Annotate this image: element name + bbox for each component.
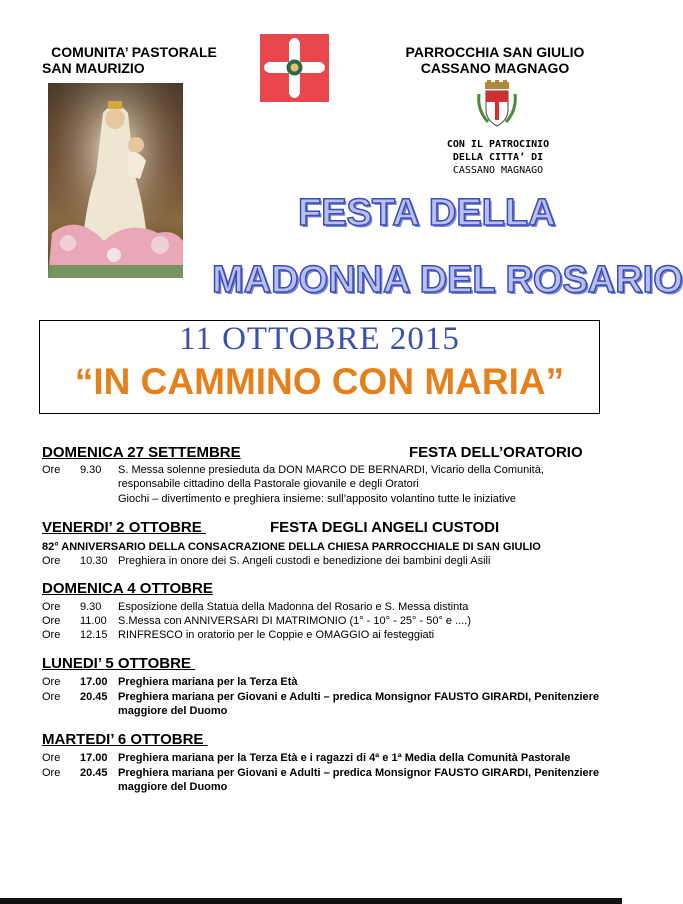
anniversary-note: 82° ANNIVERSARIO DELLA CONSACRAZIONE DELLA CHIESA PARROCCHIALE DI SAN GIULIO bbox=[42, 541, 541, 553]
event-date: 11 OTTOBRE 2015 bbox=[179, 321, 460, 357]
item-label: Ore bbox=[42, 555, 61, 567]
list-item bbox=[42, 766, 602, 796]
item-text: Preghiera mariana per Giovani e Adulti – predica Monsignor FAUSTO GIRARDI, Penitenziere maggiore del Duomo bbox=[118, 767, 600, 793]
item-text: S. Messa solenne presieduta da DON MARCO DE BERNARDI, Vicario della Comunità, responsabile cittadino della Pastorale giovanile e degli Oratori bbox=[118, 464, 544, 490]
bottom-edge bbox=[0, 898, 622, 904]
item-label: Ore bbox=[42, 676, 61, 688]
item-time: 10.30 bbox=[80, 555, 108, 567]
patronage-line2: DELLA CITTA’ DI bbox=[452, 152, 544, 163]
item-time: 20.45 bbox=[80, 767, 108, 779]
item-label: Ore bbox=[42, 629, 61, 641]
item-label: Ore bbox=[42, 691, 61, 703]
patronage-note bbox=[410, 138, 586, 177]
section-day-5: MARTEDI’ 6 OTTOBRE bbox=[42, 731, 208, 748]
item-text: RINFRESCO in oratorio per le Coppie e OMAGGIO ai festeggiati bbox=[118, 629, 435, 641]
item-text: Esposizione della Statua della Madonna del Rosario e S. Messa distinta bbox=[118, 601, 469, 613]
item-label: Ore bbox=[42, 752, 61, 764]
item-time: 17.00 bbox=[80, 752, 108, 764]
madonna-statue-photo bbox=[48, 83, 183, 278]
section-day-2: VENERDI’ 2 OTTOBRE bbox=[42, 519, 206, 536]
patronage-line1: CON IL PATROCINIO bbox=[446, 139, 550, 150]
list-item bbox=[42, 690, 602, 720]
community-line2: SAN MAURIZIO bbox=[42, 60, 145, 76]
item-text: S.Messa con ANNIVERSARI DI MATRIMONIO (1° - 10° - 25° - 50° e ....) bbox=[118, 615, 471, 627]
item-time: 20.45 bbox=[80, 691, 108, 703]
pastoral-logo bbox=[260, 34, 329, 102]
item-text: Giochi – divertimento e preghiera insieme: sull’apposito volantino tutte le iniziative bbox=[118, 493, 517, 505]
item-text: Preghiera mariana per la Terza Età bbox=[118, 676, 298, 688]
item-text: Preghiera mariana per la Terza Età e i ragazzi di 4ª e 1ª Media della Comunità Pastorale bbox=[118, 752, 571, 764]
event-banner bbox=[39, 320, 600, 414]
section-day-1: DOMENICA 27 SETTEMBRE bbox=[42, 444, 241, 461]
section-day-3: DOMENICA 4 OTTOBRE bbox=[42, 580, 213, 597]
item-time: 9.30 bbox=[80, 601, 102, 613]
section-day-4: LUNEDI’ 5 OTTOBRE bbox=[42, 655, 196, 672]
community-line1: COMUNITA’ PASTORALE bbox=[51, 44, 217, 60]
community-name bbox=[38, 44, 230, 76]
list-item bbox=[42, 628, 602, 642]
item-text: Preghiera in onore dei S. Angeli custodi e benedizione dei bambini degli Asili bbox=[118, 555, 491, 567]
parish-line1: PARROCCHIA SAN GIULIO bbox=[405, 44, 585, 60]
item-time: 12.15 bbox=[80, 629, 108, 641]
item-label: Ore bbox=[42, 767, 61, 779]
item-time: 9.30 bbox=[80, 464, 102, 476]
section-event-1: FESTA DELL’ORATORIO bbox=[409, 444, 583, 461]
parish-name bbox=[392, 44, 598, 76]
list-item bbox=[42, 614, 602, 628]
list-item bbox=[42, 675, 602, 689]
section-event-2: FESTA DEGLI ANGELI CUSTODI bbox=[270, 519, 500, 536]
coat-of-arms-icon bbox=[476, 80, 518, 130]
item-label: Ore bbox=[42, 615, 61, 627]
parish-line2: CASSANO MAGNAGO bbox=[420, 60, 570, 76]
cross-icon bbox=[260, 34, 329, 102]
title-line1: FESTA DELLA bbox=[298, 192, 556, 234]
patronage-line3: CASSANO MAGNAGO bbox=[452, 165, 544, 176]
item-text: Preghiera mariana per Giovani e Adulti – predica Monsignor FAUSTO GIRARDI, Penitenziere maggiore del Duomo bbox=[118, 691, 600, 717]
item-time: 11.00 bbox=[80, 615, 107, 627]
list-item bbox=[42, 751, 602, 765]
title-line2: MADONNA DEL ROSARIO bbox=[212, 259, 683, 301]
list-item bbox=[42, 554, 602, 568]
item-time: 17.00 bbox=[80, 676, 108, 688]
list-item bbox=[42, 463, 602, 493]
list-item bbox=[42, 600, 602, 614]
madonna-statue-icon bbox=[48, 83, 183, 278]
item-label: Ore bbox=[42, 464, 61, 476]
list-item bbox=[42, 492, 602, 506]
town-coat-of-arms bbox=[476, 80, 518, 130]
event-motto: “IN CAMMINO CON MARIA” bbox=[74, 361, 565, 402]
item-label: Ore bbox=[42, 601, 61, 613]
